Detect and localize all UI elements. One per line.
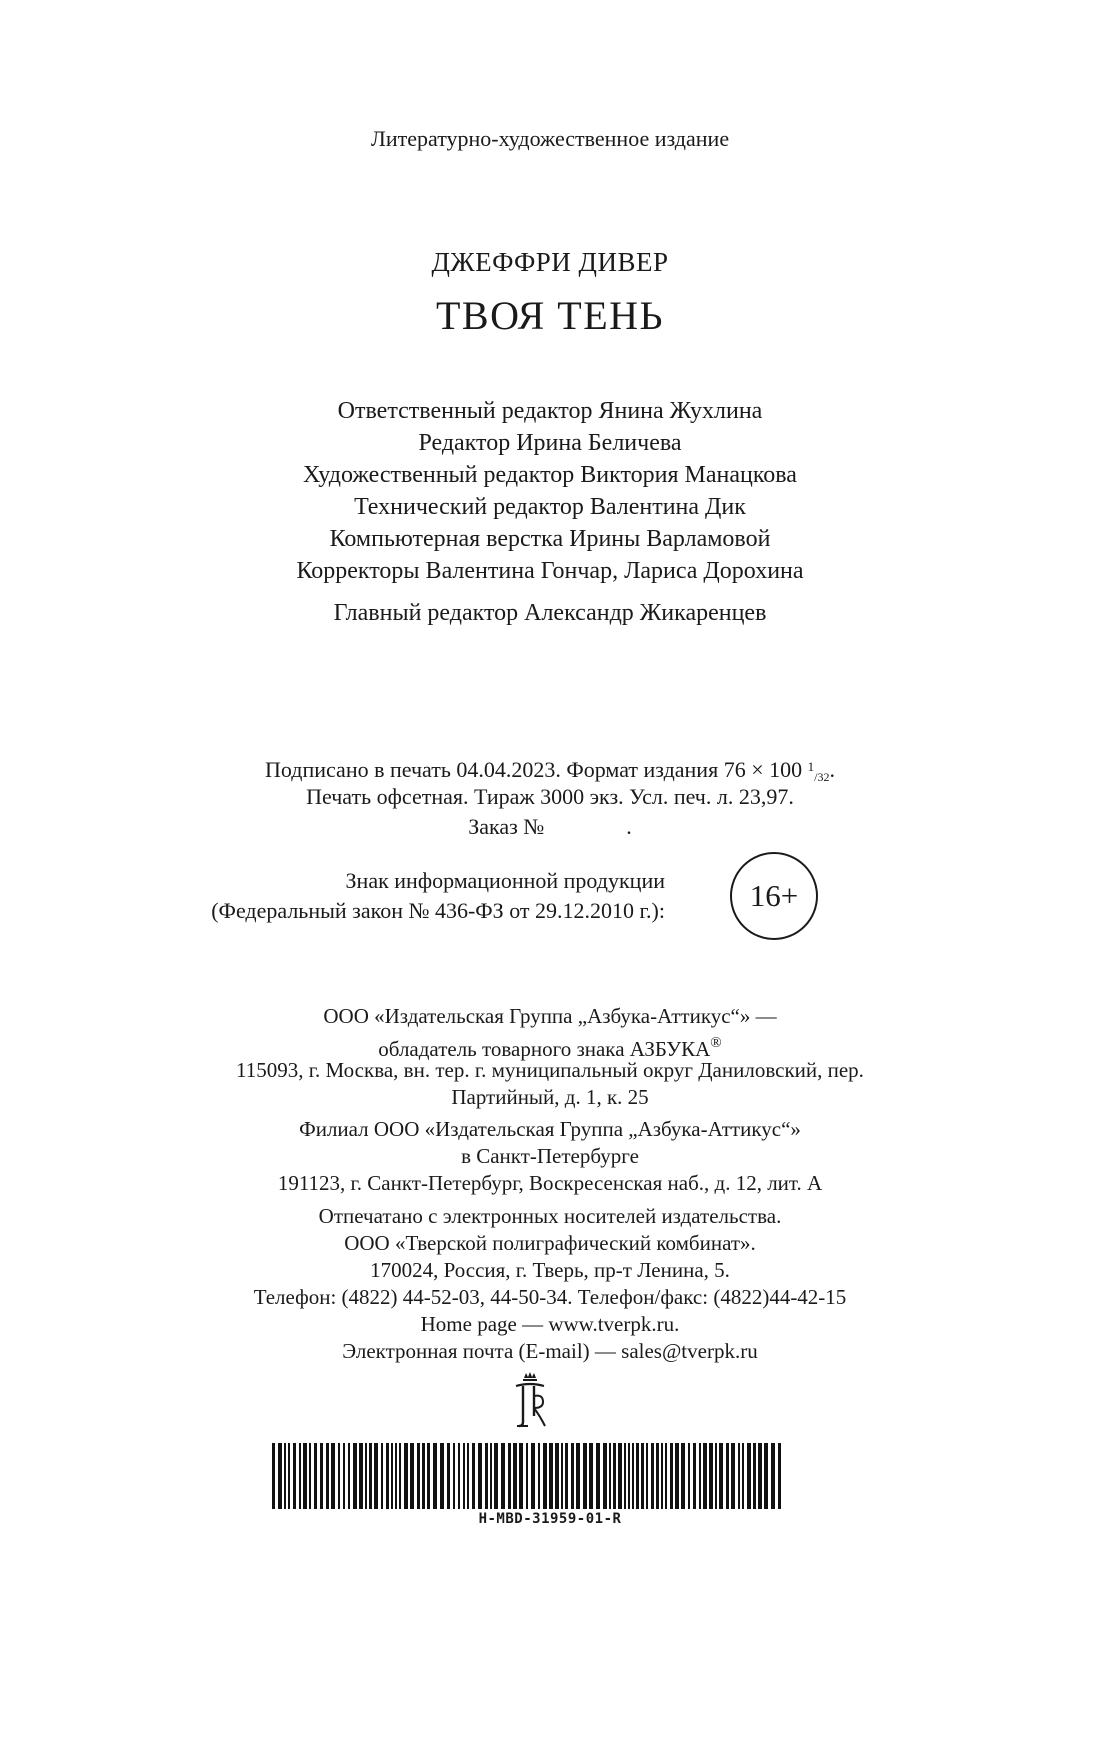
printer-name: ООО «Тверской полиграфический комбинат».	[344, 1231, 756, 1255]
printer-address: 170024, Россия, г. Тверь, пр-т Ленина, 5.	[370, 1258, 730, 1282]
barcode-bar	[494, 1443, 498, 1509]
barcode-bar	[331, 1443, 335, 1509]
format-numerator: 1	[807, 759, 815, 774]
print-signed-text: Подписано в печать 04.04.2023. Формат издания 76 × 100	[265, 757, 808, 782]
barcode-bar	[742, 1443, 744, 1509]
barcode-bar	[709, 1443, 713, 1509]
barcode-bar	[326, 1443, 329, 1509]
barcode-bar	[549, 1443, 553, 1509]
barcode-bar	[538, 1443, 540, 1509]
barcode-bar	[404, 1443, 408, 1509]
barcode-bar	[670, 1443, 673, 1509]
barcode-bar	[395, 1443, 397, 1509]
barcode-bar	[422, 1443, 425, 1509]
publisher-address-cont: Партийный, д. 1, к. 25	[451, 1085, 649, 1109]
barcode-bar	[440, 1443, 444, 1509]
barcode-bar	[374, 1443, 378, 1509]
barcode-bar	[293, 1443, 296, 1509]
barcode-bar	[485, 1443, 488, 1509]
barcode-bar	[447, 1443, 450, 1509]
barcode-bar	[576, 1443, 580, 1509]
barcode-bar	[656, 1443, 659, 1509]
barcode-bar	[758, 1443, 762, 1509]
barcode-bar	[726, 1443, 729, 1509]
barcode-bar	[417, 1443, 420, 1509]
barcode-bar	[589, 1443, 593, 1509]
credit-line: Технический редактор Валентина Дик	[354, 494, 746, 520]
credit-line: Художественный редактор Виктория Манацкова	[303, 462, 797, 488]
series-label: Литературно-художественное издание	[370, 126, 730, 151]
branch-name: Филиал ООО «Издательская Группа „Азбука-Аттикус“»	[299, 1117, 801, 1141]
chief-editor: Главный редактор Александр Жикаренцев	[333, 600, 767, 626]
branch-city: в Санкт-Петербурге	[461, 1144, 639, 1168]
printer-phone: Телефон: (4822) 44-52-03, 44-50-34. Телефон/факс: (4822)44-42-15	[253, 1285, 847, 1309]
book-title: ТВОЯ ТЕНЬ	[435, 293, 665, 338]
barcode-bar	[365, 1443, 367, 1509]
barcode-bar	[646, 1443, 648, 1509]
credit-line: Компьютерная верстка Ирины Варламовой	[329, 526, 771, 552]
barcode-bar	[303, 1443, 307, 1509]
barcode-bar	[501, 1443, 505, 1509]
author-name: ДЖЕФФРИ ДИВЕР	[431, 247, 669, 277]
barcode-bar	[399, 1443, 401, 1509]
barcode-bar	[472, 1443, 475, 1509]
barcode-bar	[565, 1443, 568, 1509]
barcode-bar	[571, 1443, 574, 1509]
barcode-bar	[555, 1443, 559, 1509]
barcode-bar	[458, 1443, 460, 1509]
print-signed-line: Подписано в печать 04.04.2023. Формат издания 76 × 100 $^1$/32.	[265, 757, 835, 784]
barcode-bar	[632, 1443, 634, 1509]
barcode-icon	[272, 1443, 790, 1509]
barcode-bar	[609, 1443, 611, 1509]
barcode-bar	[603, 1443, 607, 1509]
barcode-bar	[636, 1443, 639, 1509]
barcode-bar	[381, 1443, 383, 1509]
barcode-bar	[508, 1443, 511, 1509]
barcode-bar	[386, 1443, 389, 1509]
barcode-bar	[288, 1443, 290, 1509]
barcode-bar	[531, 1443, 535, 1509]
barcode-bar	[278, 1443, 282, 1509]
barcode-bar	[738, 1443, 740, 1509]
printer-note: Отпечатано с электронных носителей издательства.	[318, 1204, 782, 1228]
barcode-bar	[272, 1443, 275, 1509]
barcode-bar	[314, 1443, 317, 1509]
barcode-bar	[561, 1443, 563, 1509]
barcode-bar	[681, 1443, 685, 1509]
barcode-bar	[467, 1443, 469, 1509]
barcode-bar	[519, 1443, 523, 1509]
barcode-bar	[719, 1443, 723, 1509]
barcode-bar	[359, 1443, 363, 1509]
age-rating-law: (Федеральный закон № 436-ФЗ от 29.12.2010 г.):	[211, 898, 665, 923]
barcode-bar	[771, 1443, 775, 1509]
barcode-bar	[583, 1443, 587, 1509]
barcode-bar	[699, 1443, 701, 1509]
barcode-bar	[613, 1443, 616, 1509]
branch-address: 191123, г. Санкт-Петербург, Воскресенская наб., д. 12, лит. А	[277, 1171, 823, 1195]
credit-line: Редактор Ирина Беличева	[418, 430, 682, 456]
barcode-bar	[703, 1443, 707, 1509]
barcode-bar	[284, 1443, 286, 1509]
printer-email: Электронная почта (E-mail) — sales@tverpk.ru	[342, 1339, 758, 1363]
barcode-bar	[688, 1443, 690, 1509]
credit-line: Корректоры Валентина Гончар, Лариса Дорохина	[296, 558, 804, 584]
barcode-bar	[764, 1443, 768, 1509]
barcode-bar	[543, 1443, 547, 1509]
barcode-bar	[753, 1443, 756, 1509]
barcode-bar	[433, 1443, 437, 1509]
barcode-bar	[391, 1443, 393, 1509]
registered-mark: ®	[710, 1035, 722, 1051]
printer-homepage: Home page — www.tverpk.ru.	[420, 1312, 680, 1336]
barcode-bar	[693, 1443, 696, 1509]
barcode-bar	[526, 1443, 528, 1509]
format-denominator: 32	[817, 770, 830, 784]
barcode-number: H-MBD-31959-01-R	[478, 1511, 622, 1527]
barcode-bar	[338, 1443, 340, 1509]
barcode-bar	[618, 1443, 622, 1509]
barcode-bar	[410, 1443, 414, 1509]
barcode-bar	[343, 1443, 345, 1509]
barcode-bar	[513, 1443, 517, 1509]
age-rating-text: Знак информационной продукции	[345, 868, 665, 893]
print-signed-end: .	[829, 757, 835, 782]
barcode-bar	[299, 1443, 301, 1509]
barcode-bar	[651, 1443, 654, 1509]
print-run-line: Печать офсетная. Тираж 3000 экз. Усл. печ. л. 23,97.	[306, 784, 794, 809]
publisher-name: ООО «Издательская Группа „Азбука-Аттикус“» —	[323, 1004, 777, 1028]
barcode-bar	[596, 1443, 600, 1509]
order-end: .	[626, 814, 632, 839]
publisher-trademark-text: обладатель товарного знака АЗБУКА	[378, 1037, 711, 1061]
barcode-bar	[453, 1443, 455, 1509]
age-rating-value: 16+	[749, 878, 799, 913]
barcode-bar	[641, 1443, 644, 1509]
age-rating-badge	[730, 852, 818, 940]
barcode-bar	[675, 1443, 679, 1509]
barcode-bar	[731, 1443, 735, 1509]
barcode-bar	[624, 1443, 626, 1509]
barcode-bar	[628, 1443, 630, 1509]
barcode-bar	[747, 1443, 751, 1509]
barcode-bar	[715, 1443, 717, 1509]
barcode-bar	[661, 1443, 663, 1509]
publisher-address: 115093, г. Москва, вн. тер. г. муниципальный округ Даниловский, пер.	[236, 1058, 864, 1082]
barcode-bar	[490, 1443, 492, 1509]
barcode-bar	[348, 1443, 350, 1509]
barcode-bar	[309, 1443, 311, 1509]
barcode-bar	[320, 1443, 323, 1509]
barcode-bar	[478, 1443, 482, 1509]
barcode-bar	[427, 1443, 430, 1509]
barcode-bar	[353, 1443, 357, 1509]
barcode-bar	[369, 1443, 372, 1509]
barcode-bar	[463, 1443, 465, 1509]
order-label: Заказ №	[468, 814, 545, 839]
credit-line: Ответственный редактор Янина Жухлина	[337, 398, 763, 424]
tver-printing-monogram-icon	[513, 1372, 547, 1428]
order-line	[0, 812, 1100, 842]
barcode-bar	[665, 1443, 667, 1509]
barcode-bar	[778, 1443, 781, 1509]
